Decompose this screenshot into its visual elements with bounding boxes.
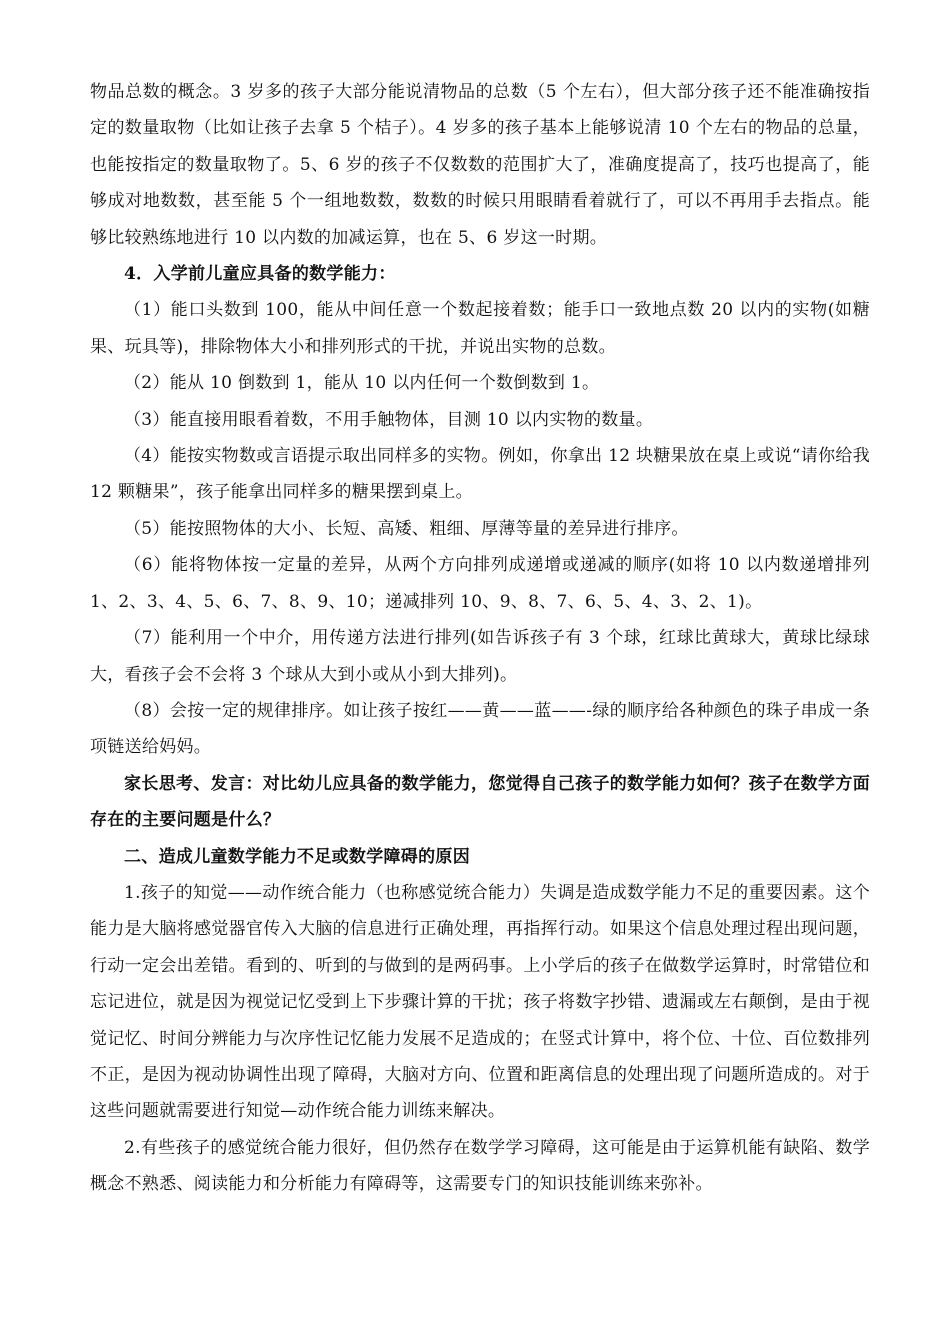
heading-preschool-math-abilities: 4．入学前儿童应具备的数学能力：	[124, 264, 396, 285]
parent-discussion-prompt: 家长思考、发言：对比幼儿应具备的数学能力，您觉得自己孩子的数学能力如何？孩子在数学方面存在的主要问题是什么？	[90, 773, 870, 831]
list-item-4-take-same-amount: （4）能按实物数或言语提示取出同样多的实物。例如，你拿出 12 块糖果放在桌上或说“请你给我 12 颗糖果”，孩子能拿出同样多的糖果摆到桌上。	[90, 446, 870, 503]
list-item-6-ascending-descending: （6）能将物体按一定量的差异，从两个方向排列成递增或递减的顺序(如将 10 以内数递增排列 1、2、3、4、5、6、7、8、9、10；递减排列 10、9、8、7、6、5、4、3、2、1)。	[90, 555, 870, 612]
list-item-3-visual-counting: （3）能直接用眼看着数，不用手触物体，目测 10 以内实物的数量。	[124, 409, 654, 430]
list-item-8-pattern-ordering: （8）会按一定的规律排序。如让孩子按红——黄——蓝——-绿的顺序给各种颜色的珠子串成一条项链送给妈妈。	[90, 700, 870, 758]
paragraph-cause-2-other-deficits: 2.有些孩子的感觉统合能力很好，但仍然存在数学学习障碍，这可能是由于运算机能有缺陷、数学概念不熟悉、阅读能力和分析能力有障碍等，这需要专门的知识技能训练来弥补。	[90, 1137, 870, 1195]
list-item-1-oral-counting: （1）能口头数到 100，能从中间任意一个数起接着数；能手口一致地点数 20 以内的实物(如糖果、玩具等)，排除物体大小和排列形式的干扰，并说出实物的总数。	[90, 300, 870, 357]
list-item-7-transitive-ordering: （7）能利用一个中介，用传递方法进行排列(如告诉孩子有 3 个球，红球比黄球大，黄球比绿球大，看孩子会不会将 3 个球从大到小或从小到大排列)。	[90, 628, 870, 685]
list-item-2-count-backwards: （2）能从 10 倒数到 1，能从 10 以内任何一个数倒数到 1。	[124, 373, 600, 394]
paragraph-number-concept-ages: 物品总数的概念。3 岁多的孩子大部分能说清物品的总数（5 个左右），但大部分孩子还不能准确按指定的数量取物（比如让孩子去拿 5 个桔子）。4 岁多的孩子基本上能够说清 10 个左右的物品的总量，也能按指定的数量取物了。5、6 岁的孩子不仅数数的范围扩大了，准确度提高了，技巧也提高了，能够成对地数数，甚至能 5 个一组地数数，数数的时候只用眼睛看着就行了，可以不再用手去指点。能够比较熟练地进行 10 以内数的加减运算，也在 5、6 岁这一时期。	[90, 82, 870, 248]
list-item-5-sort-by-difference: （5）能按照物体的大小、长短、高矮、粗细、厚薄等量的差异进行排序。	[124, 518, 689, 539]
document-page	[90, 74, 870, 1203]
heading-section-two-causes: 二、造成儿童数学能力不足或数学障碍的原因	[124, 846, 470, 867]
paragraph-cause-1-sensory-integration: 1.孩子的知觉——动作统合能力（也称感觉统合能力）失调是造成数学能力不足的重要因素。这个能力是大脑将感觉器官传入大脑的信息进行正确处理，再指挥行动。如果这个信息处理过程出现问题，行动一定会出差错。看到的、听到的与做到的是两码事。上小学后的孩子在做数学运算时，时常错位和忘记进位，就是因为视觉记忆受到上下步骤计算的干扰；孩子将数字抄错、遗漏或左右颠倒，是由于视觉记忆、时间分辨能力与次序性记忆能力发展不足造成的；在竖式计算中，将个位、十位、百位数排列不正，是因为视动协调性出现了障碍，大脑对方向、位置和距离信息的处理出现了问题所造成的。对于这些问题就需要进行知觉—动作统合能力训练来解决。	[90, 882, 870, 1122]
